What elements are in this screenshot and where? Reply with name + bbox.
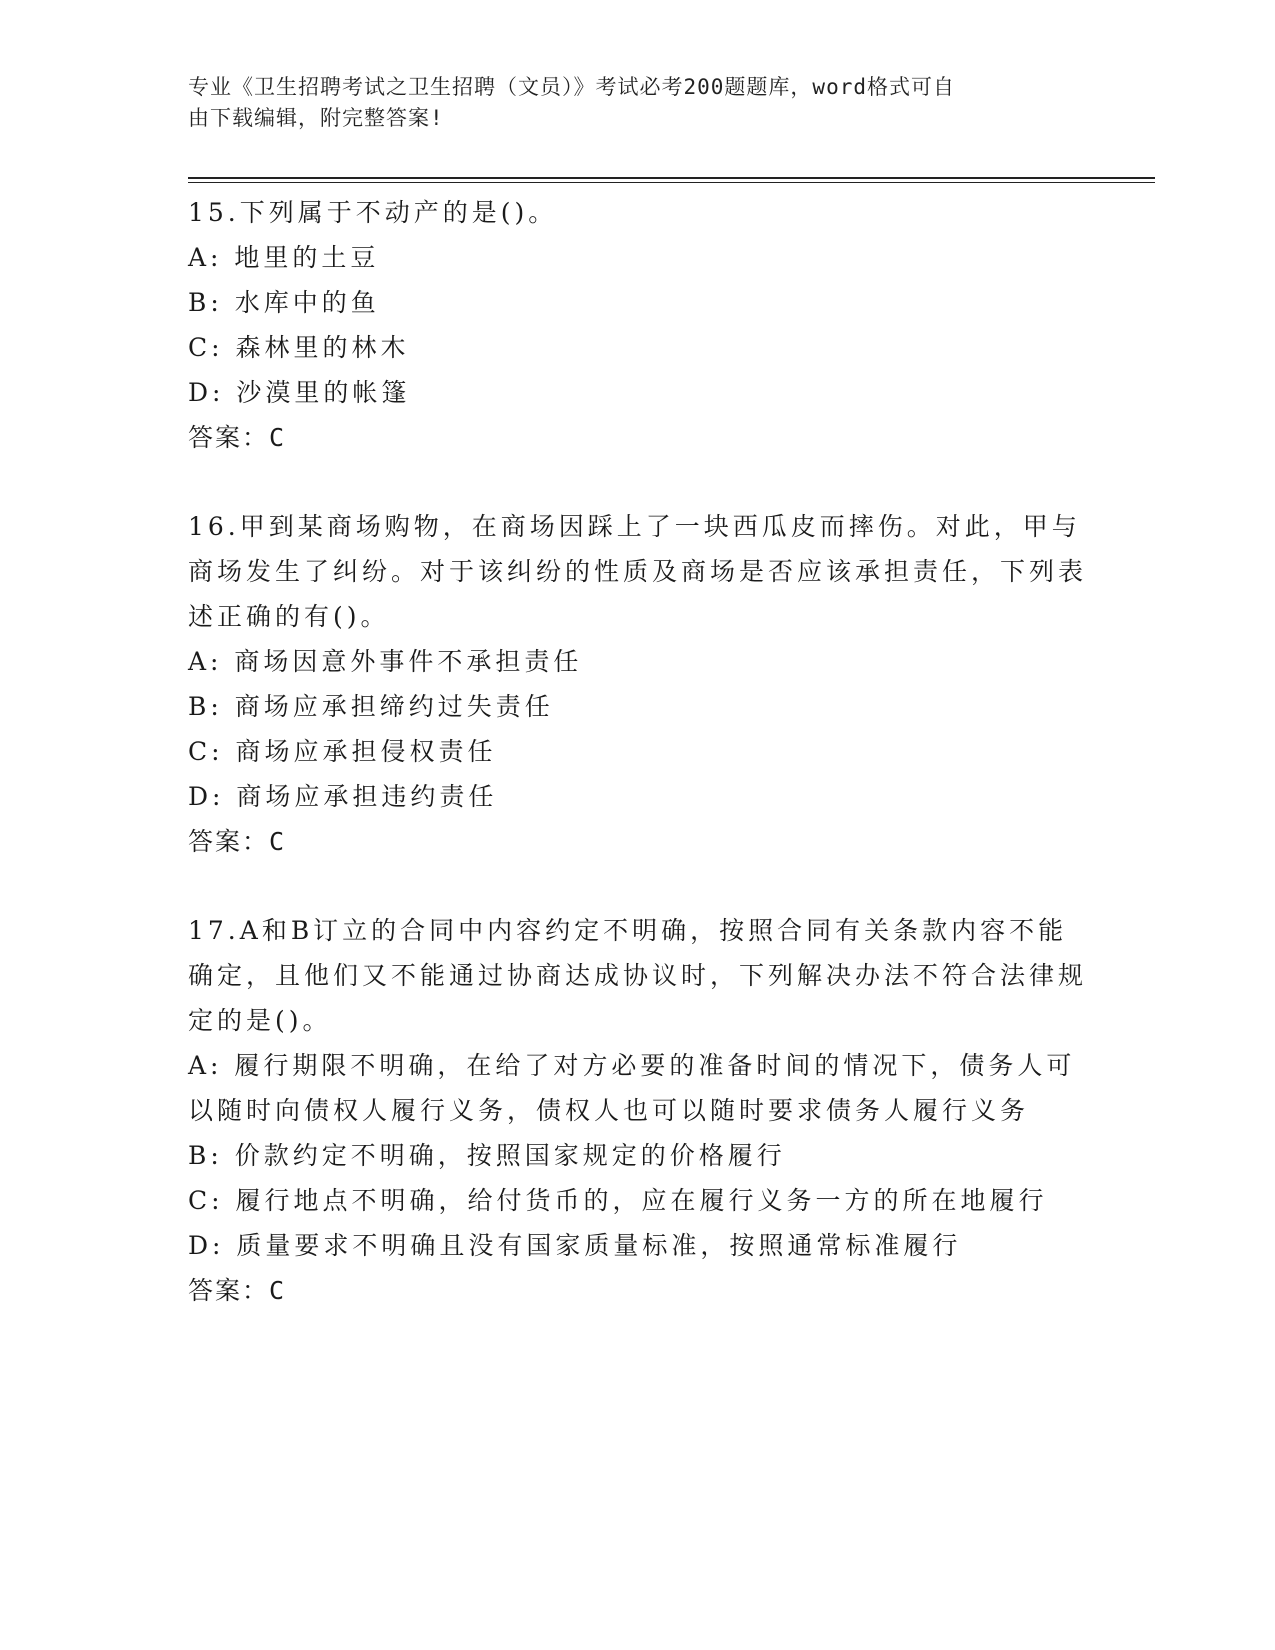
answer-label: 答案： [188,1276,270,1305]
question-stem: 16.甲到某商场购物，在商场因踩上了一块西瓜皮而摔伤。对此，甲与商场发生了纠纷。对于该纠纷的性质及商场是否应该承担责任，下列表述正确的有()。 [188,512,1088,631]
header-line-2: 由下载编辑，附完整答案! [188,106,444,130]
question-stem: 15.下列属于不动产的是()。 [188,198,558,227]
answer-value: C [269,1276,285,1305]
option-d: D: 质量要求不明确且没有国家质量标准，按照通常标准履行 [188,1231,962,1260]
option-c: C: 森林里的林木 [188,333,410,362]
option-c: C: 商场应承担侵权责任 [188,737,497,766]
answer-label: 答案： [188,827,270,856]
option-d: D: 商场应承担违约责任 [188,782,498,811]
answer-value: C [269,423,285,452]
option-d: D: 沙漠里的帐篷 [188,378,411,407]
option-a: A: 履行期限不明确，在给了对方必要的准备时间的情况下，债务人可以随时向债权人履行义务，债权人也可以随时要求债务人履行义务 [188,1051,1076,1125]
answer-line [188,819,1088,864]
answer-line [188,1268,1088,1313]
header-line-1: 专业《卫生招聘考试之卫生招聘（文员）》考试必考200题题库，word格式可自 [188,75,955,99]
option-a: A: 商场因意外事件不承担责任 [188,647,583,676]
question-list [188,190,1088,1357]
answer-line [188,415,1088,460]
option-c: C: 履行地点不明确，给付货币的，应在履行义务一方的所在地履行 [188,1186,1048,1215]
option-a: A: 地里的土豆 [188,243,380,272]
question-17 [188,908,1088,1313]
answer-label: 答案： [188,423,270,452]
header-divider-thick [188,177,1155,179]
option-b: B: 价款约定不明确，按照国家规定的价格履行 [188,1141,786,1170]
option-b: B: 水库中的鱼 [188,288,380,317]
question-stem: 17.A和B订立的合同中内容约定不明确，按照合同有关条款内容不能确定，且他们又不能通过协商达成协议时，下列解决办法不符合法律规定的是()。 [188,916,1088,1035]
question-15 [188,190,1088,460]
header-divider-thin [188,182,1155,183]
answer-value: C [269,827,285,856]
question-16 [188,504,1088,864]
document-header [188,72,1068,134]
option-b: B: 商场应承担缔约过失责任 [188,692,554,721]
